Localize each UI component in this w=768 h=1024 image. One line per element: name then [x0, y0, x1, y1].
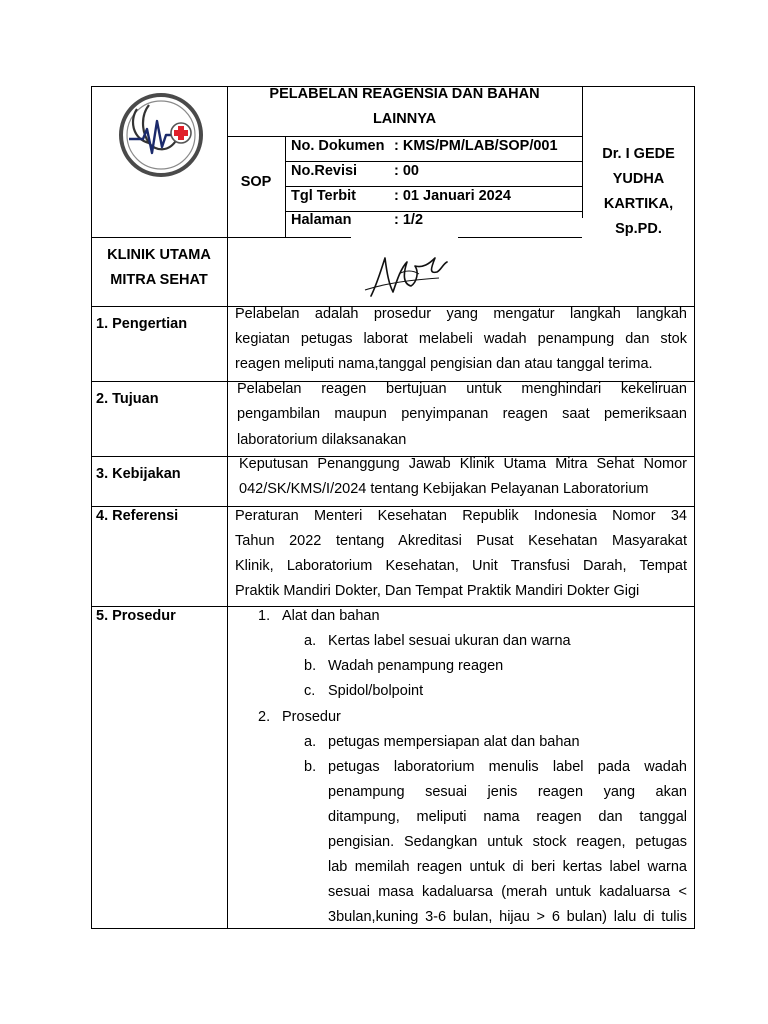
- section-line: Praktik Mandiri Dokter, Dan Tempat Praktik Mandiri Dokter Gigi: [235, 583, 640, 599]
- section-line: Peraturan Menteri Kesehatan Republik Indonesia Nomor 34: [235, 508, 687, 524]
- procedure-sub-letter: b.: [304, 759, 317, 775]
- procedure-item-number: 1.: [258, 608, 271, 624]
- section-line: kegiatan petugas laborat melabeli wadah penampung dan stok: [235, 331, 687, 347]
- meta-label-no-dokumen: No. Dokumen: [291, 138, 385, 154]
- signatory-line-3: KARTIKA,: [603, 196, 674, 212]
- row-divider-5: [91, 606, 695, 607]
- procedure-sub-text: pengisian. Sedangkan untuk stock reagen, petugas: [328, 834, 687, 850]
- procedure-sub-text: petugas mempersiapan alat dan bahan: [328, 734, 580, 750]
- logo-divider: [91, 237, 227, 238]
- handwritten-signature: [359, 244, 455, 304]
- section-line: 042/SK/KMS/I/2024 tentang Kebijakan Pelayanan Laboratorium: [239, 481, 649, 497]
- section-label-prosedur: 5. Prosedur: [96, 608, 176, 624]
- sop-label: SOP: [240, 174, 272, 190]
- section-line: reagen meliputi nama,tanggal pengisian dan atau tanggal terima.: [235, 356, 653, 372]
- clinic-name-line-1: KLINIK UTAMA: [107, 247, 211, 263]
- meta-label-tgl-terbit: Tgl Terbit: [291, 188, 356, 204]
- stethoscope-heartbeat-cross-logo: [111, 91, 211, 179]
- meta-bottom-right: [458, 237, 582, 238]
- procedure-sub-text: sesuai masa kadaluarsa (merah untuk kadaluarsa <: [328, 884, 687, 900]
- procedure-item-number: 2.: [258, 709, 271, 725]
- signatory-line-1: Dr. I GEDE: [602, 146, 675, 162]
- procedure-sub-text: Kertas label sesuai ukuran dan warna: [328, 633, 571, 649]
- meta-label-halaman: Halaman: [291, 212, 352, 228]
- procedure-sub-letter: a.: [304, 633, 317, 649]
- sop-document: [91, 86, 695, 929]
- procedure-sub-text: Wadah penampung reagen: [328, 658, 504, 674]
- procedure-sub-text: Spidol/bolpoint: [328, 683, 424, 699]
- section-line: Pelabelan adalah prosedur yang mengatur langkah langkah: [235, 306, 687, 322]
- section-label-pengertian: 1. Pengertian: [96, 316, 188, 332]
- section-label-kebijakan: 3. Kebijakan: [96, 466, 181, 482]
- meta-value-no-dokumen: : KMS/PM/LAB/SOP/001: [394, 138, 558, 154]
- procedure-sub-text: lab memilah reagen untuk di beri kertas label warna: [328, 859, 687, 875]
- section-line: Keputusan Penanggung Jawab Klinik Utama Mitra Sehat Nomor: [239, 456, 687, 472]
- signatory-line-4: Sp.PD.: [615, 221, 662, 237]
- procedure-sub-letter: c.: [304, 683, 316, 699]
- section-line: laboratorium dilaksanakan: [237, 432, 407, 448]
- border-left: [91, 86, 92, 929]
- procedure-item-title: Alat dan bahan: [282, 608, 380, 624]
- meta-value-tgl-terbit: : 01 Januari 2024: [394, 188, 511, 204]
- meta-label-no-revisi: No.Revisi: [291, 163, 358, 179]
- clinic-name-line-2: MITRA SEHAT: [110, 272, 208, 288]
- signatory-line-2: YUDHA: [612, 171, 665, 187]
- procedure-sub-letter: a.: [304, 734, 317, 750]
- section-line: Pelabelan reagen bertujuan untuk menghindari kekeliruan: [237, 381, 687, 397]
- document-title-line-1: PELABELAN REAGENSIA DAN BAHAN: [269, 86, 540, 102]
- section-line: Klinik, Laboratorium Kesehatan, Unit Transfusi Darah, Tempat: [235, 558, 687, 574]
- section-label-tujuan: 2. Tujuan: [96, 391, 159, 407]
- meta-value-halaman: : 1/2: [394, 212, 424, 228]
- procedure-item-title: Prosedur: [282, 709, 341, 725]
- procedure-sub-text: 3bulan,kuning 3-6 bulan, hijau > 6 bulan) lalu di tulis: [328, 909, 687, 925]
- section-line: Tahun 2022 tentang Akreditasi Pusat Kesehatan Masyarakat: [235, 533, 687, 549]
- procedure-sub-letter: b.: [304, 658, 317, 674]
- procedure-sub-text: penampung sesuai jenis reagen yang akan: [328, 784, 687, 800]
- section-label-referensi: 4. Referensi: [96, 508, 179, 524]
- procedure-sub-text: petugas laboratorium menulis label pada wadah: [328, 759, 687, 775]
- section-line: pengambilan maupun penyimpanan reagen saat pemeriksaan: [237, 406, 687, 422]
- procedure-sub-text: ditampung, meliputi nama reagen dan tanggal: [328, 809, 687, 825]
- document-title-line-2: LAINNYA: [372, 111, 437, 127]
- meta-value-no-revisi: : 00: [394, 163, 419, 179]
- meta-bottom-left: [227, 237, 351, 238]
- column-divider: [227, 86, 228, 929]
